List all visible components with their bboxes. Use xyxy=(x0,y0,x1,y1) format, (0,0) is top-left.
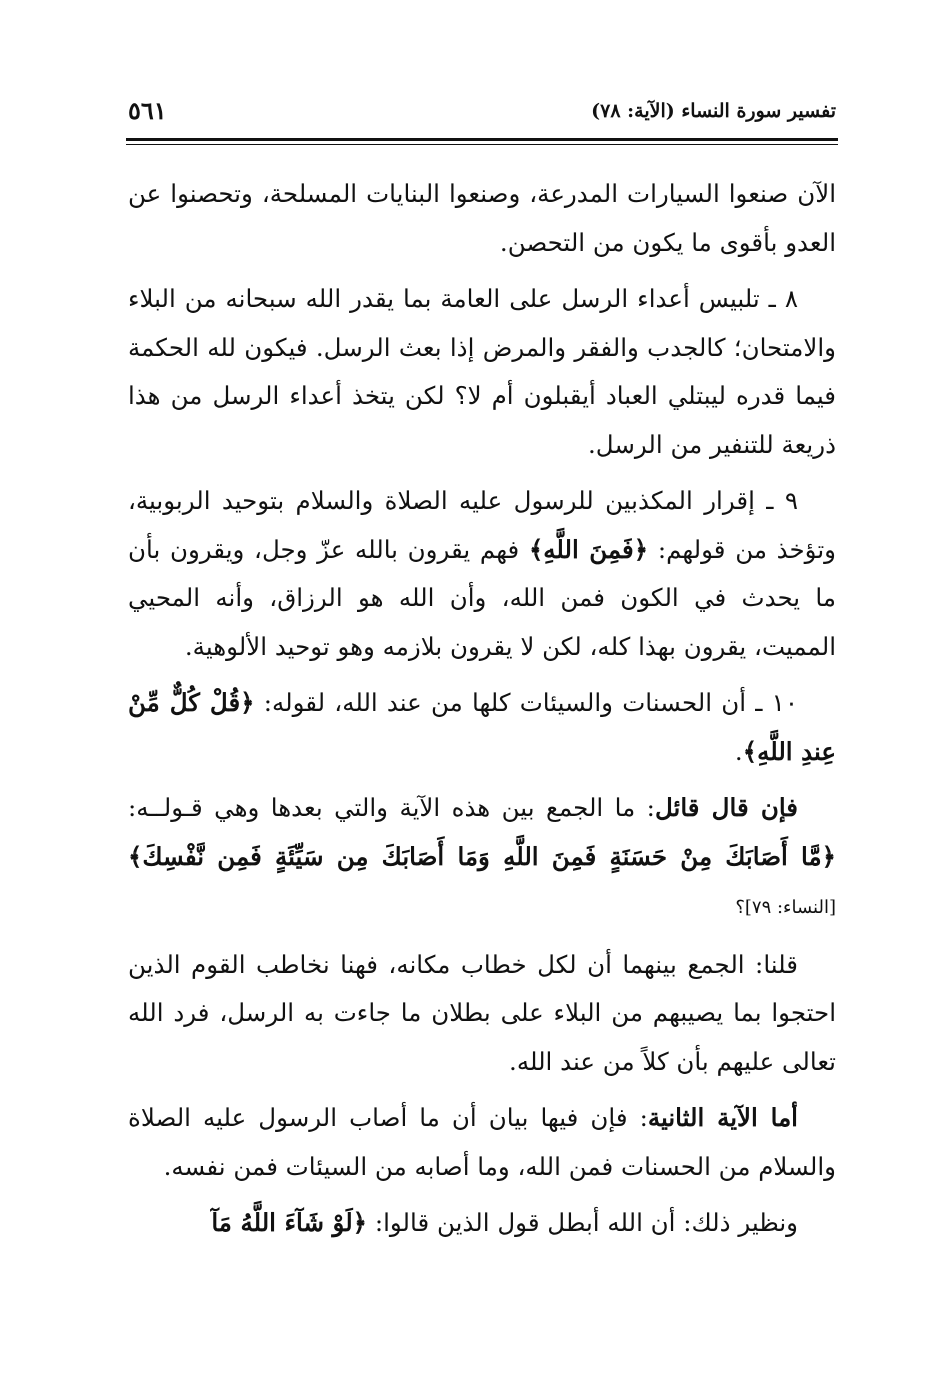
paragraph-question xyxy=(128,784,836,933)
page-header xyxy=(128,96,836,136)
paragraph-text: ٨ ـ تلبيس أعداء الرسل على العامة بما يقدر الله سبحانه من البلاء والامتحان؛ كالجدب والفقر والمرض إذا بعث الرسل. فيكون لله الحكمة فيما قدره ليبتلي العباد أيقبلون أم لا؟ لكن يتخذ أعداء الرسل من هذا ذريعة للتنفير من الرسل. xyxy=(128,284,836,459)
paragraph-text: قلنا: الجمع بينهما أن لكل خطاب مكانه، فهنا نخاطب القوم الذين احتجوا بما يصيبهم من البلاء على بطلان ما جاءت به الرسل، فرد الله تعالى عليهم بأن كلاً من عند الله. xyxy=(128,949,836,1076)
paragraph-text: الآن صنعوا السيارات المدرعة، وصنعوا البنايات المسلحة، وتحصنوا عن العدو بأقوى ما يكون من التحصن. xyxy=(128,179,836,257)
quran-verse: ﴿لَوْ شَآءَ اللَّهُ مَآ xyxy=(211,1208,368,1237)
verse-reference: [النساء: ٧٩]؟ xyxy=(735,897,836,918)
paragraph-text: : فإن فيها بيان أن ما أصاب الرسول عليه الصلاة والسلام من الحسنات فمن الله، وما أصابه من السيئات فمن نفسه. xyxy=(128,1103,836,1181)
paragraph-answer xyxy=(128,941,836,1087)
paragraph-point-8 xyxy=(128,275,836,469)
quran-verse: ﴿مَّا أَصَابَكَ مِنْ حَسَنَةٍ فَمِنَ اللَّهِ وَمَا أَصَابَكَ مِن سَيِّئَةٍ فَمِن نَّفْسِكَ﴾ xyxy=(128,841,836,871)
paragraph-lead: فإن قال قائل xyxy=(654,793,798,822)
paragraph-text: ١٠ ـ أن الحسنات والسيئات كلها من عند الله، لقوله: xyxy=(254,688,798,717)
paragraph-point-9 xyxy=(128,477,836,671)
paragraph-continuation xyxy=(128,170,836,267)
paragraph-text: فهم يقرون بالله عزّ وجل، ويقرون بأن ما يحدث في الكون فمن الله، وأن الله هو الرزاق، وأنه المحيي المميت، يقرون بهذا كله، لكن لا يقرون بلازمه وهو توحيد الألوهية. xyxy=(128,534,836,661)
body-text xyxy=(128,170,836,1256)
running-title: تفسير سورة النساء (الآية: ٧٨) xyxy=(591,100,836,122)
paragraph-lead: أما الآية الثانية xyxy=(647,1103,798,1132)
paragraph-text: : ما الجمع بين هذه الآية والتي بعدها وهي قـولــه: xyxy=(128,793,655,822)
quran-verse: ﴿قُلْ كُلٌّ مِّنْ عِندِ اللَّهِ﴾ xyxy=(128,688,836,766)
paragraph-analogy xyxy=(128,1199,836,1248)
paragraph-point-10 xyxy=(128,679,836,776)
page-number: ٥٦١ xyxy=(128,96,167,125)
header-rule-thin xyxy=(126,144,838,145)
quran-verse: ﴿فَمِنَ اللَّهِ﴾ xyxy=(528,534,649,564)
paragraph-text: ونظير ذلك: أن الله أبطل قول الذين قالوا: xyxy=(367,1208,798,1237)
paragraph-text: . xyxy=(734,736,743,766)
paragraph-text: ٩ ـ إقرار المكذبين للرسول عليه الصلاة والسلام بتوحيد الربوبية، وتؤخذ من قولهم: xyxy=(128,486,836,564)
paragraph-second-verse xyxy=(128,1094,836,1191)
header-rule-thick xyxy=(126,138,838,141)
